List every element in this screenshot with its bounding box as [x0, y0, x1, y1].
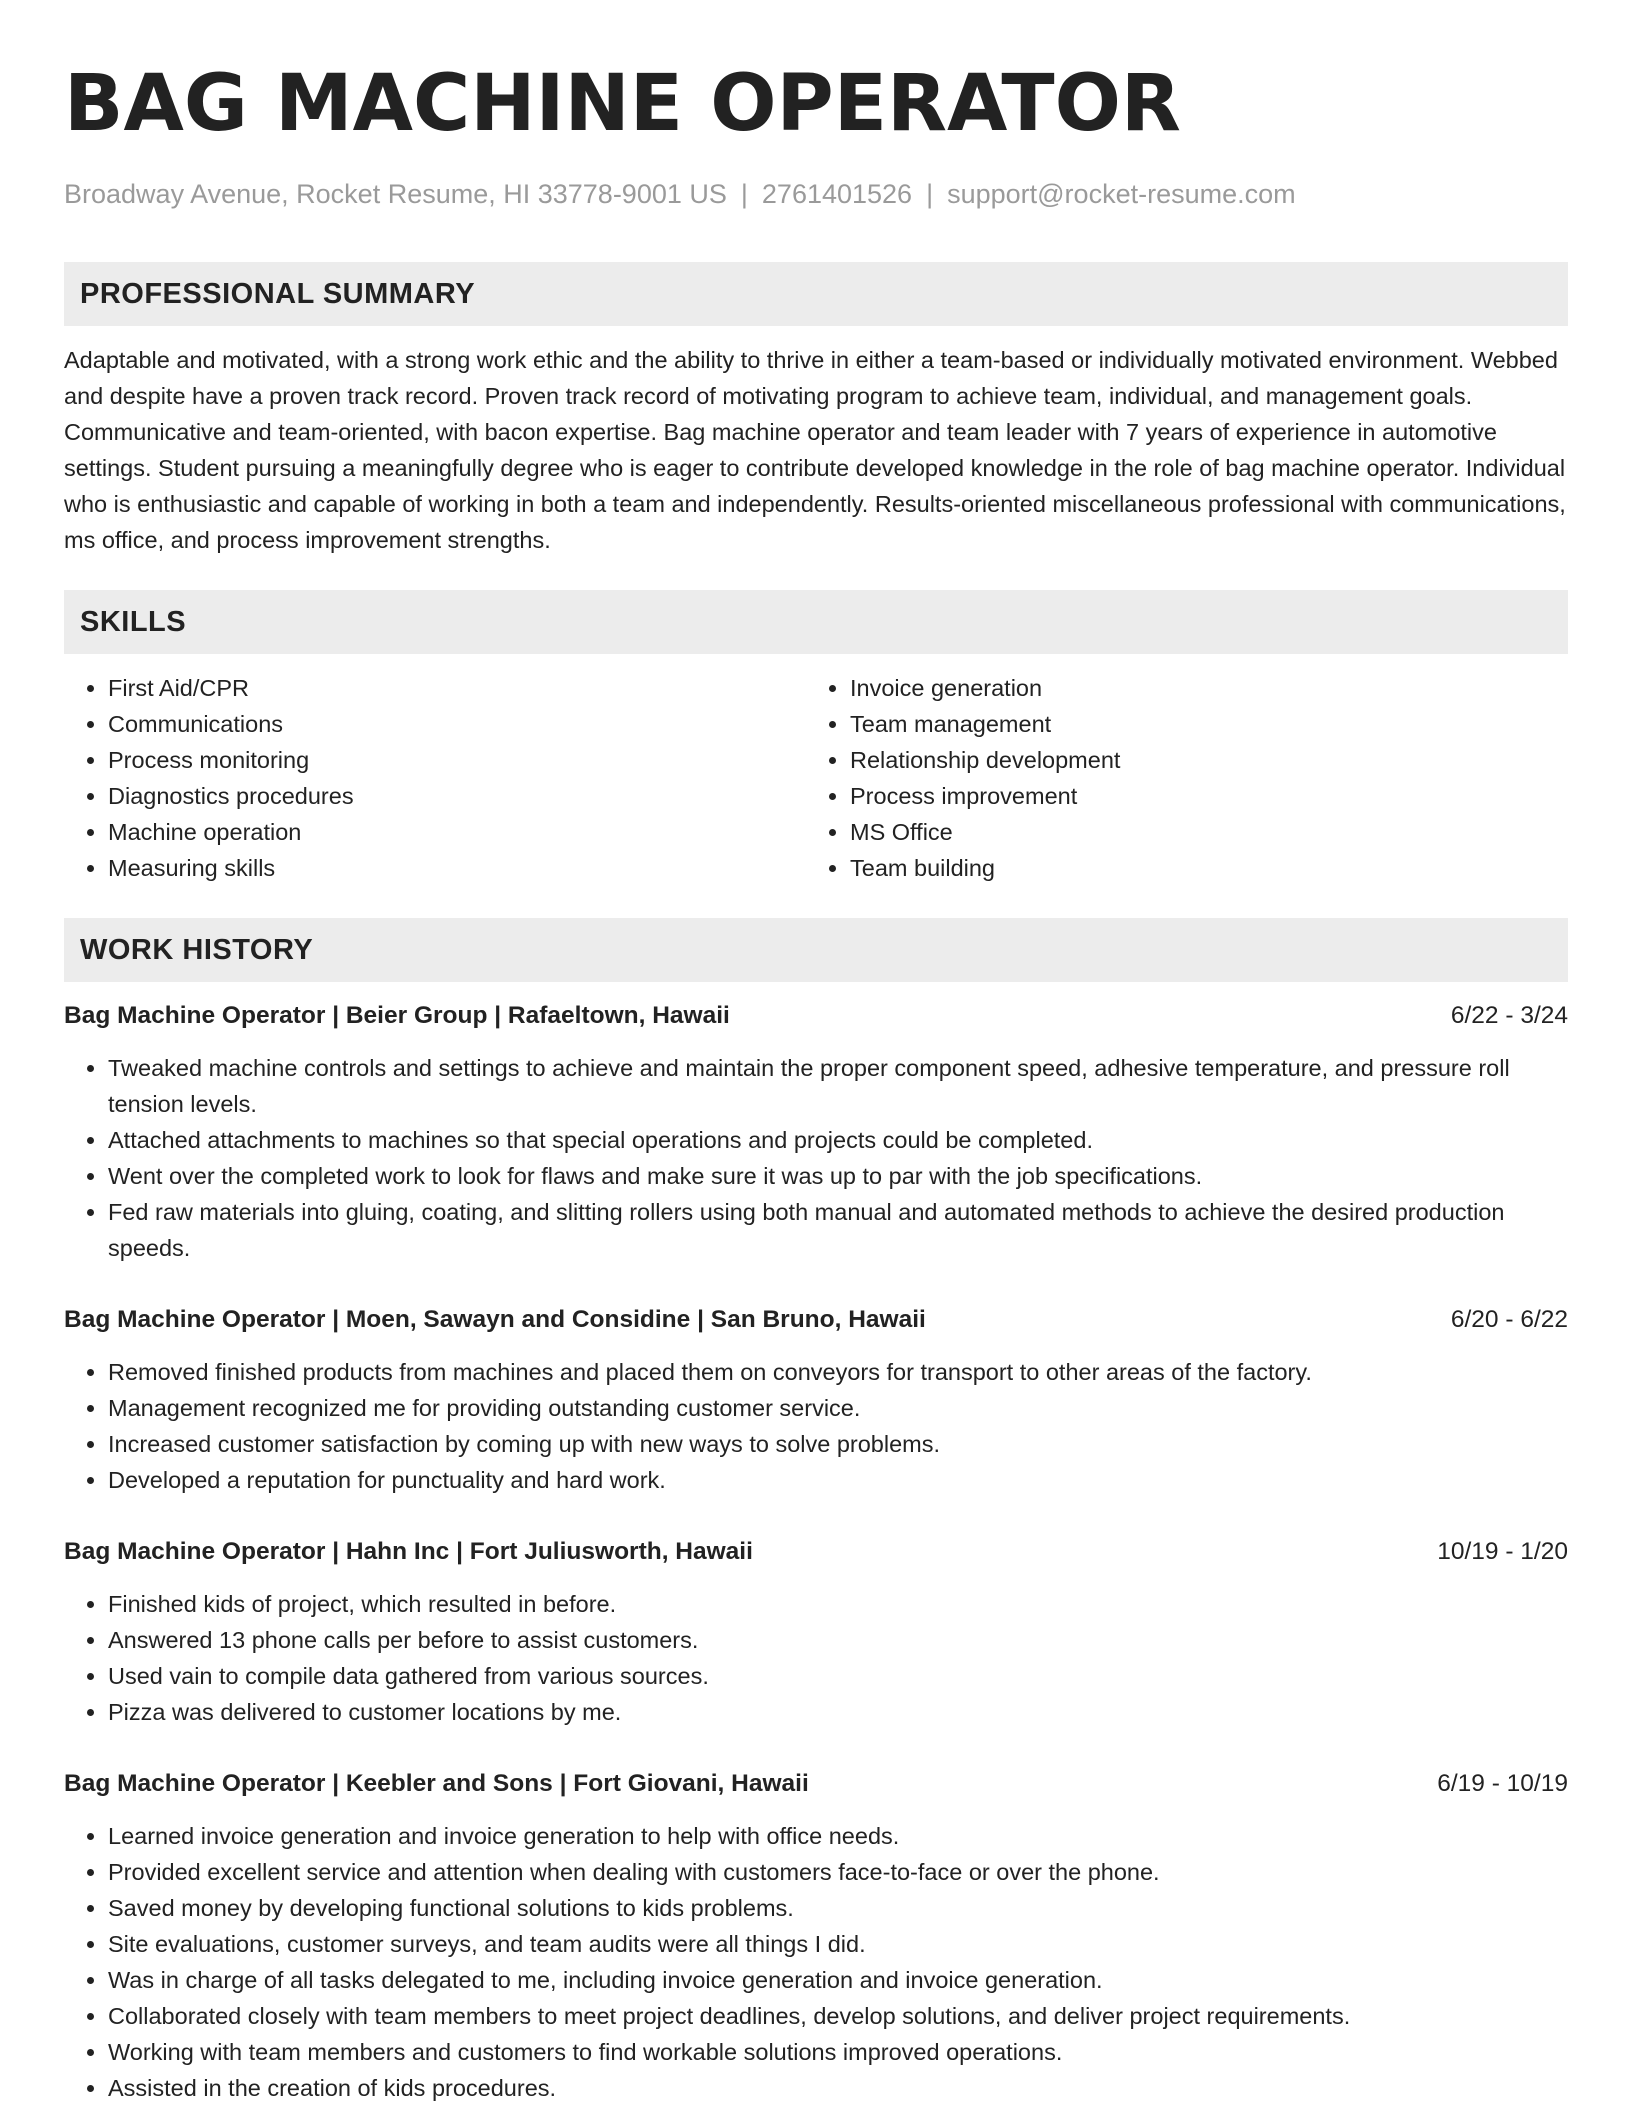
- skill-item: • Process monitoring: [108, 742, 806, 778]
- job-bullet: • Was in charge of all tasks delegated to me, including invoice generation and invoice generation.: [108, 1962, 1568, 1998]
- job-dates: 6/22 - 3/24: [1450, 1002, 1568, 1029]
- skill-item: • Measuring skills: [108, 850, 806, 886]
- contact-separator: |: [740, 179, 748, 209]
- job-dates: 10/19 - 1/20: [1437, 1538, 1568, 1565]
- job-bullet: • Management recognized me for providing outstanding customer service.: [108, 1390, 1568, 1426]
- job-bullet: • Collaborated closely with team members to meet project deadlines, develop solutions, and deliver project requirements.: [108, 1998, 1568, 2034]
- job-entry: [64, 998, 1568, 1266]
- job-title: Bag Machine Operator | Hahn Inc | Fort Juliusworth, Hawaii: [64, 1538, 753, 1565]
- skill-item: • First Aid/CPR: [108, 670, 806, 706]
- job-bullets: [64, 1586, 1568, 1730]
- skill-item: • MS Office: [850, 814, 1550, 850]
- skill-item: • Team building: [850, 850, 1550, 886]
- job-title: Bag Machine Operator | Keebler and Sons | Fort Giovani, Hawaii: [64, 1770, 809, 1797]
- job-entry: [64, 1302, 1568, 1498]
- skill-item: • Team management: [850, 706, 1550, 742]
- job-bullet: • Attached attachments to machines so that special operations and projects could be completed.: [108, 1122, 1568, 1158]
- skill-item: • Communications: [108, 706, 806, 742]
- job-entry: [64, 1766, 1568, 2106]
- job-header: [64, 1302, 1568, 1338]
- job-entry: [64, 1534, 1568, 1730]
- job-title: Bag Machine Operator | Moen, Sawayn and Considine | San Bruno, Hawaii: [64, 1306, 926, 1333]
- job-bullet: • Saved money by developing functional solutions to kids problems.: [108, 1890, 1568, 1926]
- section-header-summary: PROFESSIONAL SUMMARY: [64, 262, 1568, 326]
- section-header-skills: SKILLS: [64, 590, 1568, 654]
- skills-column-left: [64, 670, 806, 886]
- job-bullets: [64, 1050, 1568, 1266]
- job-bullet: • Increased customer satisfaction by coming up with new ways to solve problems.: [108, 1426, 1568, 1462]
- job-bullet: • Finished kids of project, which resulted in before.: [108, 1586, 1568, 1622]
- job-bullet: • Working with team members and customers to find workable solutions improved operations.: [108, 2034, 1568, 2070]
- skills-list: [64, 670, 1568, 886]
- section-header-work-history: WORK HISTORY: [64, 918, 1568, 982]
- job-bullet: • Developed a reputation for punctuality and hard work.: [108, 1462, 1568, 1498]
- job-bullet: • Used vain to compile data gathered from various sources.: [108, 1658, 1568, 1694]
- job-bullet: • Answered 13 phone calls per before to assist customers.: [108, 1622, 1568, 1658]
- contact-address: Broadway Avenue, Rocket Resume, HI 33778-9001 US: [64, 179, 727, 209]
- job-header: [64, 998, 1568, 1034]
- job-bullet: • Assisted in the creation of kids procedures.: [108, 2070, 1568, 2106]
- job-bullet: • Removed finished products from machines and placed them on conveyors for transport to other areas of the factory.: [108, 1354, 1568, 1390]
- job-title: Bag Machine Operator | Beier Group | Rafaeltown, Hawaii: [64, 1002, 730, 1029]
- skill-item: • Process improvement: [850, 778, 1550, 814]
- job-bullets: [64, 1818, 1568, 2106]
- contact-separator: |: [926, 179, 934, 209]
- job-bullet: • Learned invoice generation and invoice generation to help with office needs.: [108, 1818, 1568, 1854]
- skill-item: • Diagnostics procedures: [108, 778, 806, 814]
- job-dates: 6/19 - 10/19: [1437, 1770, 1568, 1797]
- skill-item: • Relationship development: [850, 742, 1550, 778]
- job-dates: 6/20 - 6/22: [1450, 1306, 1568, 1333]
- contact-line: [64, 176, 1568, 212]
- job-bullet: • Went over the completed work to look for flaws and make sure it was up to par with the job specifications.: [108, 1158, 1568, 1194]
- skill-item: • Invoice generation: [850, 670, 1550, 706]
- contact-phone: 2761401526: [761, 179, 913, 209]
- job-bullet: • Tweaked machine controls and settings to achieve and maintain the proper component speed, adhesive temperature, and pressure roll tension levels.: [108, 1050, 1568, 1122]
- job-bullet: • Pizza was delivered to customer locations by me.: [108, 1694, 1568, 1730]
- job-bullets: [64, 1354, 1568, 1498]
- job-header: [64, 1534, 1568, 1570]
- job-bullet: • Fed raw materials into gluing, coating, and slitting rollers using both manual and automated methods to achieve the desired production speeds.: [108, 1194, 1568, 1266]
- job-bullet: • Site evaluations, customer surveys, and team audits were all things I did.: [108, 1926, 1568, 1962]
- job-header: [64, 1766, 1568, 1802]
- contact-email: support@rocket-resume.com: [947, 179, 1296, 209]
- job-bullet: • Provided excellent service and attention when dealing with customers face-to-face or over the phone.: [108, 1854, 1568, 1890]
- resume-page: [64, 56, 1568, 2106]
- skill-item: • Machine operation: [108, 814, 806, 850]
- resume-name: BAG MACHINE OPERATOR: [64, 59, 1181, 149]
- skills-column-right: [806, 670, 1550, 886]
- summary-text: Adaptable and motivated, with a strong work ethic and the ability to thrive in either a team-based or individually motivated environment. Webbed and despite have a proven track record. Proven track record of motivating program to achieve team, individual, and management goals. Communicative and team-oriented, with bacon expertise. Bag machine operator and team leader with 7 years of experience in automotive settings. Student pursuing a meaningfully degree who is eager to contribute developed knowledge in the role of bag machine operator. Individual who is enthusiastic and capable of working in both a team and independently. Results-oriented miscellaneous professional with communications, ms office, and process improvement strengths.: [64, 347, 1566, 553]
